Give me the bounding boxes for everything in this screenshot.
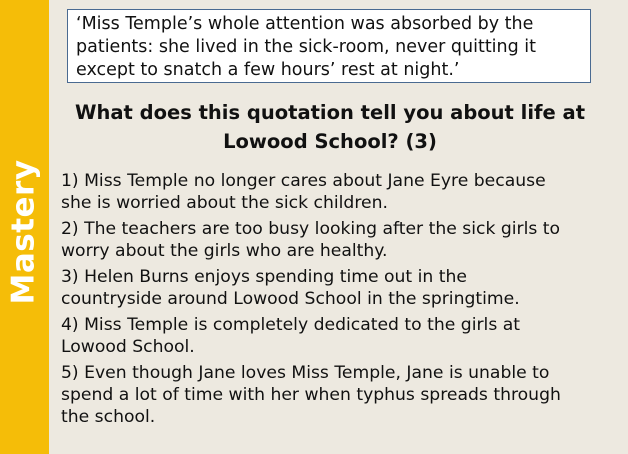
option-line: countryside around Lowood School in the springtime. bbox=[61, 289, 520, 309]
answer-option-4 bbox=[61, 314, 621, 358]
answer-options bbox=[61, 170, 621, 432]
option-line: 4) Miss Temple is completely dedicated to the girls at bbox=[61, 315, 521, 335]
answer-option-3 bbox=[61, 266, 621, 310]
question-heading bbox=[60, 98, 600, 156]
mastery-sidebar bbox=[0, 0, 49, 454]
option-line: she is worried about the sick children. bbox=[61, 193, 388, 213]
option-line: 3) Helen Burns enjoys spending time out in the bbox=[61, 267, 467, 287]
answer-option-2 bbox=[61, 218, 621, 262]
option-line: 1) Miss Temple no longer cares about Jane Eyre because bbox=[61, 171, 546, 191]
sidebar-label: Mastery bbox=[5, 159, 42, 305]
option-line: 2) The teachers are too busy looking after the sick girls to bbox=[61, 219, 561, 239]
quotation-line: ‘Miss Temple’s whole attention was absorbed by the bbox=[76, 14, 534, 34]
quotation-box bbox=[67, 9, 591, 83]
answer-option-1 bbox=[61, 170, 621, 214]
option-line: 5) Even though Jane loves Miss Temple, Jane is unable to bbox=[61, 363, 550, 383]
option-line: Lowood School. bbox=[61, 337, 195, 357]
question-line: What does this quotation tell you about life at bbox=[74, 101, 586, 124]
quotation-line: patients: she lived in the sick-room, never quitting it bbox=[76, 37, 537, 57]
option-line: spend a lot of time with her when typhus spreads through bbox=[61, 385, 561, 405]
question-line: Lowood School? (3) bbox=[223, 130, 437, 153]
option-line: worry about the girls who are healthy. bbox=[61, 241, 388, 261]
option-line: the school. bbox=[61, 407, 156, 427]
quotation-line: except to snatch a few hours’ rest at night.’ bbox=[76, 60, 460, 80]
answer-option-5 bbox=[61, 362, 621, 428]
